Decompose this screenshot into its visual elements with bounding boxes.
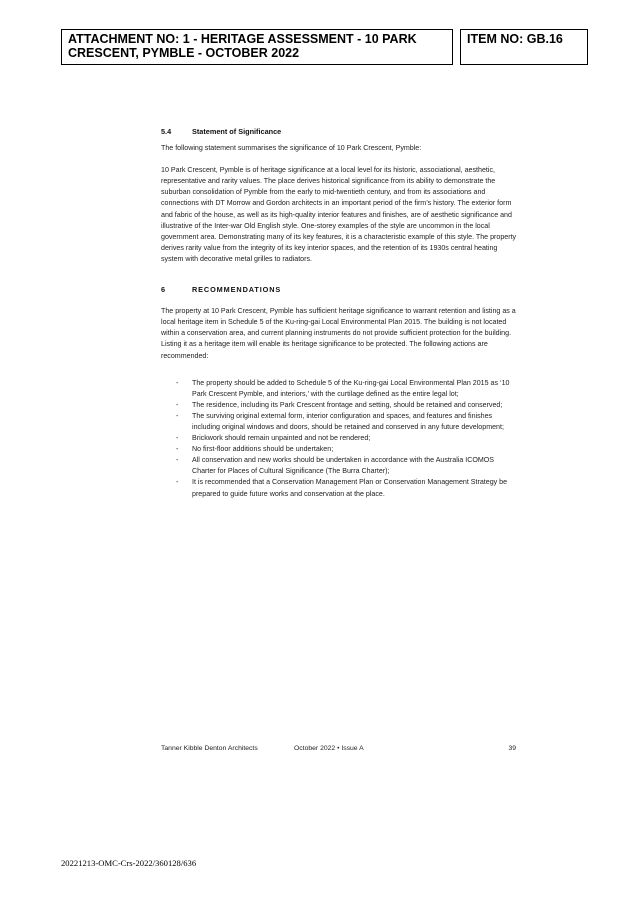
item-number-box (460, 29, 588, 65)
item-number: ITEM NO: GB.16 (467, 32, 563, 46)
list-item (161, 400, 518, 411)
page-content (161, 126, 518, 500)
section-number: 5.4 (161, 127, 172, 136)
list-item-text: The residence, including its Park Crescent frontage and setting, should be retained and conserved; (192, 400, 503, 409)
page-footer (161, 745, 516, 757)
bullet-dash: - (176, 400, 179, 409)
bullet-dash: - (176, 456, 179, 465)
attachment-title: ATTACHMENT NO: 1 - HERITAGE ASSESSMENT - 10 PARK CRESCENT, PYMBLE - OCTOBER 2022 (68, 32, 417, 60)
list-item-text: The property should be added to Schedule 5 of the Ku-ring-gai Local Environmental Plan 2015 as ‘10 Park Crescent Pymble, and interiors,’ with the curtilage defined as the entire legal lot; (192, 378, 510, 398)
section-5-4-heading (161, 126, 518, 137)
list-item-text: No first-floor additions should be undertaken; (192, 445, 334, 454)
list-item (161, 477, 518, 499)
list-item-text: Brickwork should remain unpainted and not be rendered; (192, 434, 371, 443)
statement-of-significance-paragraph: 10 Park Crescent, Pymble is of heritage significance at a local level for its historic, associational, aesthetic, representative and rarity values. The place derives historical significance from its ability to demonstrate the suburban consolidation of Pymble from the early to mid-twentieth century, and from its associations and connections with DT Morrow and Gordon architects in an important period of the firm’s history. The exterior form and fabric of the house, as well as its high-quality interior features and finishes, are of aesthetic significance and illustrative of the Inter-war Old English style. One-storey examples of the style are uncommon in the local government area. Demonstrating many of its key features, it is a characteristic example of this style. The property derives rarity value from the integrity of its key interior spaces, and the retention of its 1930s central heating system with decorative metal grilles to radiators. (161, 166, 517, 263)
attachment-title-box (61, 29, 453, 65)
list-item-text: The surviving original external form, interior configuration and spaces, and features and finishes including original windows and doors, should be retained and conserved in any future development; (192, 411, 504, 431)
bullet-dash: - (176, 434, 179, 443)
section-title: RECOMMENDATIONS (192, 285, 282, 295)
section-number: 6 (161, 285, 166, 295)
bullet-dash: - (176, 411, 179, 420)
list-item (161, 444, 518, 455)
recommendations-paragraph: The property at 10 Park Crescent, Pymble has sufficient heritage significance to warrant retention and listing as a local heritage item in Schedule 5 of the Ku-ring-gai Local Environmental Plan 2015. The building is not located within a conservation area, and current planning instruments do not provide sufficient protection for the building. Listing it as a heritage item will enable its heritage significance to be protected. The following actions are recommended: (161, 307, 516, 360)
bullet-dash: - (176, 378, 179, 387)
footer-company: Tanner Kibble Denton Architects (161, 745, 258, 752)
bullet-dash: - (176, 445, 179, 454)
list-item (161, 433, 518, 444)
list-item (161, 455, 518, 477)
list-item (161, 378, 518, 400)
recommendations-heading (161, 284, 518, 295)
list-item (161, 411, 518, 433)
section-title: Statement of Significance (192, 127, 282, 136)
footer-date-issue: October 2022 • Issue A (294, 745, 364, 752)
significance-intro: The following statement summarises the significance of 10 Park Crescent, Pymble: (161, 144, 422, 153)
document-reference: 20221213-OMC-Crs-2022/360128/636 (61, 858, 197, 868)
list-item-text: It is recommended that a Conservation Management Plan or Conservation Management Strategy be prepared to guide future works and conservation at the place. (192, 478, 508, 498)
list-item-text: All conservation and new works should be undertaken in accordance with the Australia ICOMOS Charter for Places of Cultural Significance (The Burra Charter); (192, 456, 495, 476)
page-number: 39 (508, 745, 516, 752)
bullet-dash: - (176, 478, 179, 487)
recommendations-list (161, 378, 518, 500)
